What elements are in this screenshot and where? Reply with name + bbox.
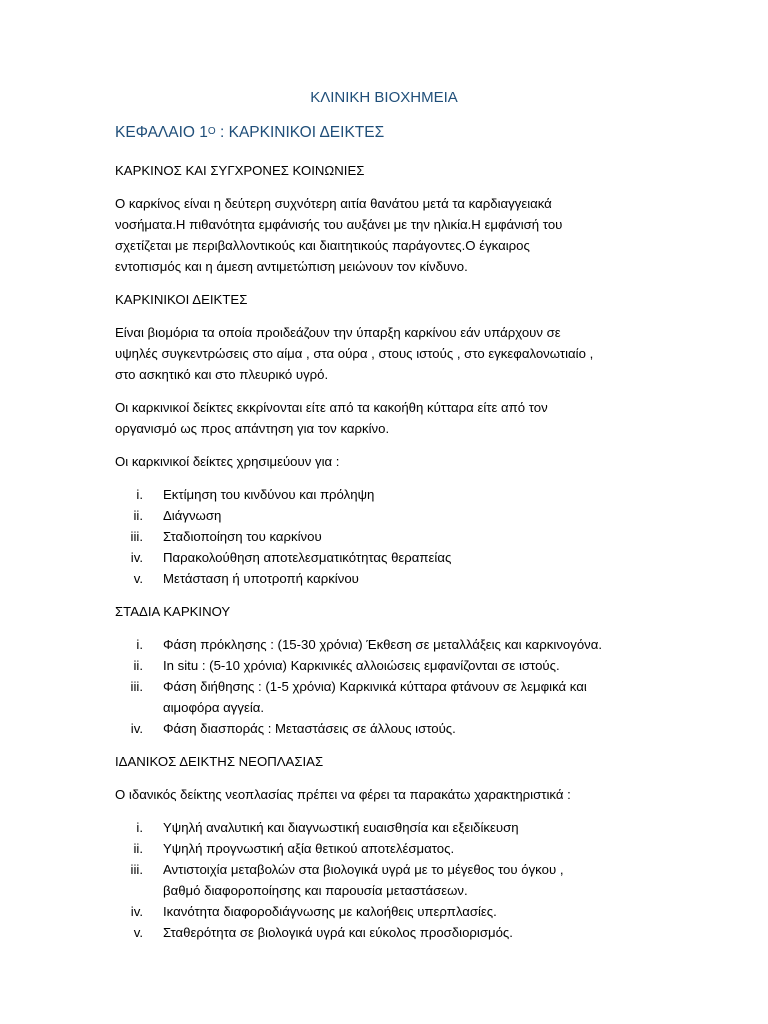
paragraph-line: υψηλές συγκεντρώσεις στο αίμα , στα ούρα , στους ιστούς , στο εγκεφαλονωτιαίο , (115, 346, 594, 361)
list-number: ii. (133, 658, 143, 673)
list-number: iii. (130, 529, 143, 544)
list-number: i. (136, 820, 143, 835)
paragraph-markers-definition (115, 322, 675, 385)
list-item (115, 568, 675, 589)
list-number: i. (136, 637, 143, 652)
chapter-superscript: Ο (207, 126, 216, 137)
paragraph-line: νοσήματα.Η πιθανότητα εμφάνισής του αυξάνει με την ηλικία.Η εμφάνισή του (115, 217, 563, 232)
list-item (115, 676, 675, 718)
list-text: Υψηλή αναλυτική και διαγνωστική ευαισθησία και εξειδίκευση (163, 820, 519, 835)
list-item (115, 859, 675, 901)
list-text: Παρακολούθηση αποτελεσματικότητας θεραπείας (163, 550, 452, 565)
list-item (115, 901, 675, 922)
paragraph-line: στο ασκητικό και στο πλευρικό υγρό. (115, 367, 329, 382)
list-number: iv. (130, 721, 143, 736)
paragraph-cancer-intro (115, 193, 675, 277)
document-title: ΚΛΙΝΙΚΗ ΒΙΟΧΗΜΕΙΑ (310, 89, 458, 106)
paragraph-ideal-marker-intro: Ο ιδανικός δείκτης νεοπλασίας πρέπει να φέρει τα παρακάτω χαρακτηριστικά : (115, 787, 571, 802)
paragraph-line: οργανισμό ως προς απάντηση για τον καρκίνο. (115, 421, 390, 436)
section-heading-cancer-stages: ΣΤΑΔΙΑ ΚΑΡΚΙΝΟΥ (115, 604, 231, 619)
list-item (115, 838, 675, 859)
list-text: Σταδιοποίηση του καρκίνου (163, 529, 322, 544)
list-marker-uses (115, 484, 675, 589)
list-text: Ικανότητα διαφοροδιάγνωσης με καλοήθεις υπερπλασίες. (163, 904, 497, 919)
paragraph-line: Ο καρκίνος είναι η δεύτερη συχνότερη αιτία θανάτου μετά τα καρδιαγγειακά (115, 196, 552, 211)
list-text: Φάση διήθησης : (1-5 χρόνια) Καρκινικά κύτταρα φτάνουν σε λεμφικά και (163, 679, 587, 694)
paragraph-markers-uses: Οι καρκινικοί δείκτες χρησιμεύουν για : (115, 454, 340, 469)
section-heading-tumor-markers: ΚΑΡΚΙΝΙΚΟΙ ΔΕΙΚΤΕΣ (115, 292, 248, 307)
list-item (115, 817, 675, 838)
paragraph-line: σχετίζεται με περιβαλλοντικούς και διαιτητικούς παράγοντες.Ο έγκαιρος (115, 238, 530, 253)
chapter-suffix: : ΚΑΡΚΙΝΙΚΟΙ ΔΕΙΚΤΕΣ (215, 124, 385, 141)
list-item (115, 718, 675, 739)
document-body (115, 160, 675, 943)
list-text: Αντιστοιχία μεταβολών στα βιολογικά υγρά με το μέγεθος του όγκου , (163, 862, 564, 877)
list-number: iv. (130, 904, 143, 919)
list-text: Φάση διασποράς : Μεταστάσεις σε άλλους ιστούς. (163, 721, 456, 736)
list-number: v. (133, 571, 143, 586)
list-item (115, 655, 675, 676)
section-heading-cancer-societies: ΚΑΡΚΙΝΟΣ ΚΑΙ ΣΥΓΧΡΟΝΕΣ ΚΟΙΝΩΝΙΕΣ (115, 163, 365, 178)
list-item (115, 484, 675, 505)
list-number: ii. (133, 841, 143, 856)
list-item (115, 634, 675, 655)
list-number: v. (133, 925, 143, 940)
chapter-prefix: ΚΕΦΑΛΑΙΟ 1 (115, 124, 208, 141)
list-number: iii. (130, 679, 143, 694)
paragraph-line: Είναι βιομόρια τα οποία προιδεάζουν την ύπαρξη καρκίνου εάν υπάρχουν σε (115, 325, 561, 340)
list-text: Σταθερότητα σε βιολογικά υγρά και εύκολος προσδιορισμός. (163, 925, 513, 940)
list-number: iv. (130, 550, 143, 565)
list-item (115, 547, 675, 568)
paragraph-line: Οι καρκινικοί δείκτες εκκρίνονται είτε από τα κακοήθη κύτταρα είτε από τον (115, 400, 548, 415)
section-heading-ideal-marker: ΙΔΑΝΙΚΟΣ ΔΕΙΚΤΗΣ ΝΕΟΠΛΑΣΙΑΣ (115, 754, 324, 769)
list-cancer-stages (115, 634, 675, 739)
list-text: Διάγνωση (163, 508, 222, 523)
list-text-continuation: βαθμό διαφοροποίησης και παρουσία μεταστάσεων. (163, 883, 468, 898)
list-ideal-marker-traits (115, 817, 675, 943)
list-text: Φάση πρόκλησης : (15-30 χρόνια) Έκθεση σε μεταλλάξεις και καρκινογόνα. (163, 637, 603, 652)
list-text: In situ : (5-10 χρόνια) Καρκινικές αλλοιώσεις εμφανίζονται σε ιστούς. (163, 658, 560, 673)
list-text-continuation: αιμοφόρα αγγεία. (163, 700, 265, 715)
list-text: Μετάσταση ή υποτροπή καρκίνου (163, 571, 359, 586)
paragraph-markers-secretion (115, 397, 675, 439)
list-number: iii. (130, 862, 143, 877)
list-text: Εκτίμηση του κινδύνου και πρόληψη (163, 487, 375, 502)
list-number: ii. (133, 508, 143, 523)
list-item (115, 526, 675, 547)
chapter-heading (115, 124, 384, 142)
list-number: i. (136, 487, 143, 502)
list-item (115, 922, 675, 943)
list-text: Υψηλή προγνωστική αξία θετικού αποτελέσματος. (163, 841, 455, 856)
paragraph-line: εντοπισμός και η άμεση αντιμετώπιση μειώνουν τον κίνδυνο. (115, 259, 468, 274)
list-item (115, 505, 675, 526)
